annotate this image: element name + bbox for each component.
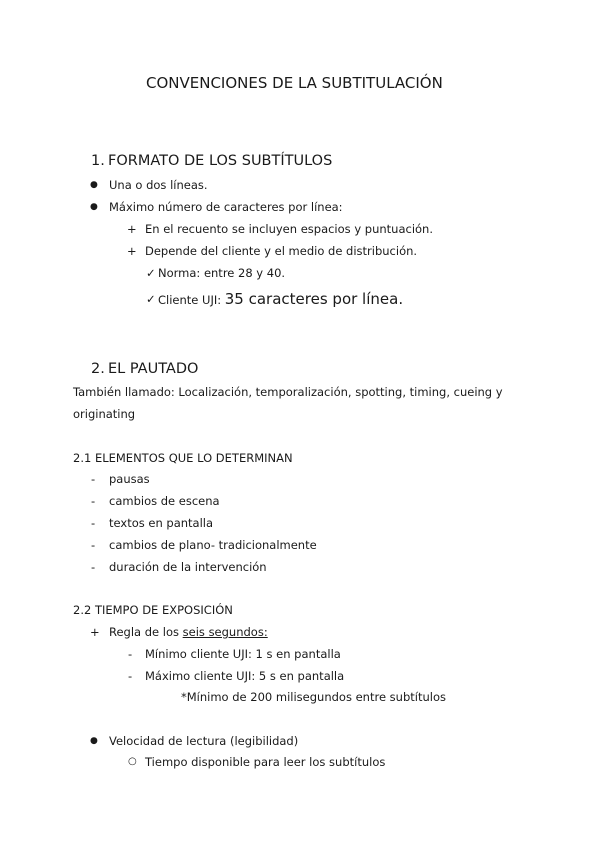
plus-icon: + — [90, 625, 100, 639]
list-item: cambios de escena — [109, 494, 220, 508]
check-label: Cliente UJI: — [158, 293, 225, 307]
list-item: textos en pantalla — [109, 516, 214, 530]
section-2-heading: EL PAUTADO — [108, 361, 199, 377]
dash-icon: - — [91, 516, 96, 530]
bullet-icon: ● — [90, 180, 98, 190]
list-item: Velocidad de lectura (legibilidad) — [109, 734, 299, 748]
section-1-number: 1. — [91, 153, 105, 169]
check-item — [158, 289, 403, 310]
bullet-icon: ● — [90, 202, 98, 212]
list-item: Máximo número de caracteres por línea: — [109, 200, 343, 214]
dash-icon: - — [128, 647, 133, 661]
list-item: pausas — [109, 472, 150, 486]
sub-list-item: En el recuento se incluyen espacios y puntuación. — [145, 222, 433, 236]
dash-icon: - — [128, 669, 133, 683]
sub-list-item: Máximo cliente UJI: 5 s en pantalla — [145, 669, 345, 683]
bullet-icon: ● — [90, 736, 98, 746]
dash-icon: - — [91, 494, 96, 508]
list-item: cambios de plano- tradicionalmente — [109, 538, 317, 552]
dash-icon: - — [91, 538, 96, 552]
intro-text: originating — [73, 407, 136, 421]
sub-list-item: Tiempo disponible para leer los subtítulos — [145, 755, 386, 769]
checkmark-icon: ✓ — [146, 292, 156, 306]
dash-icon: - — [91, 472, 96, 486]
dash-icon: - — [91, 560, 96, 574]
list-item: Una o dos líneas. — [109, 178, 208, 192]
page-title: CONVENCIONES DE LA SUBTITULACIÓN — [146, 74, 443, 92]
section-2-number: 2. — [91, 361, 105, 377]
subsection-2-1-heading: 2.1 ELEMENTOS QUE LO DETERMINAN — [73, 451, 293, 465]
plus-icon: + — [127, 244, 137, 258]
list-item — [109, 625, 268, 639]
note-text: *Mínimo de 200 milisegundos entre subtítulos — [181, 690, 446, 704]
plus-icon: + — [127, 222, 137, 236]
list-item: duración de la intervención — [109, 560, 267, 574]
rule-prefix: Regla de los — [109, 625, 183, 639]
intro-text: También llamado: Localización, temporalización, spotting, timing, cueing y — [73, 385, 503, 399]
section-1-heading: FORMATO DE LOS SUBTÍTULOS — [108, 153, 333, 169]
sub-list-item: Mínimo cliente UJI: 1 s en pantalla — [145, 647, 341, 661]
subsection-2-2-heading: 2.2 TIEMPO DE EXPOSICIÓN — [73, 603, 233, 617]
checkmark-icon: ✓ — [146, 266, 156, 280]
check-item: Norma: entre 28 y 40. — [158, 266, 286, 280]
rule-underlined: seis segundos: — [182, 625, 268, 639]
sub-list-item: Depende del cliente y el medio de distribución. — [145, 244, 418, 258]
circle-icon: ○ — [128, 756, 137, 767]
check-value: 35 caracteres por línea. — [224, 290, 404, 308]
